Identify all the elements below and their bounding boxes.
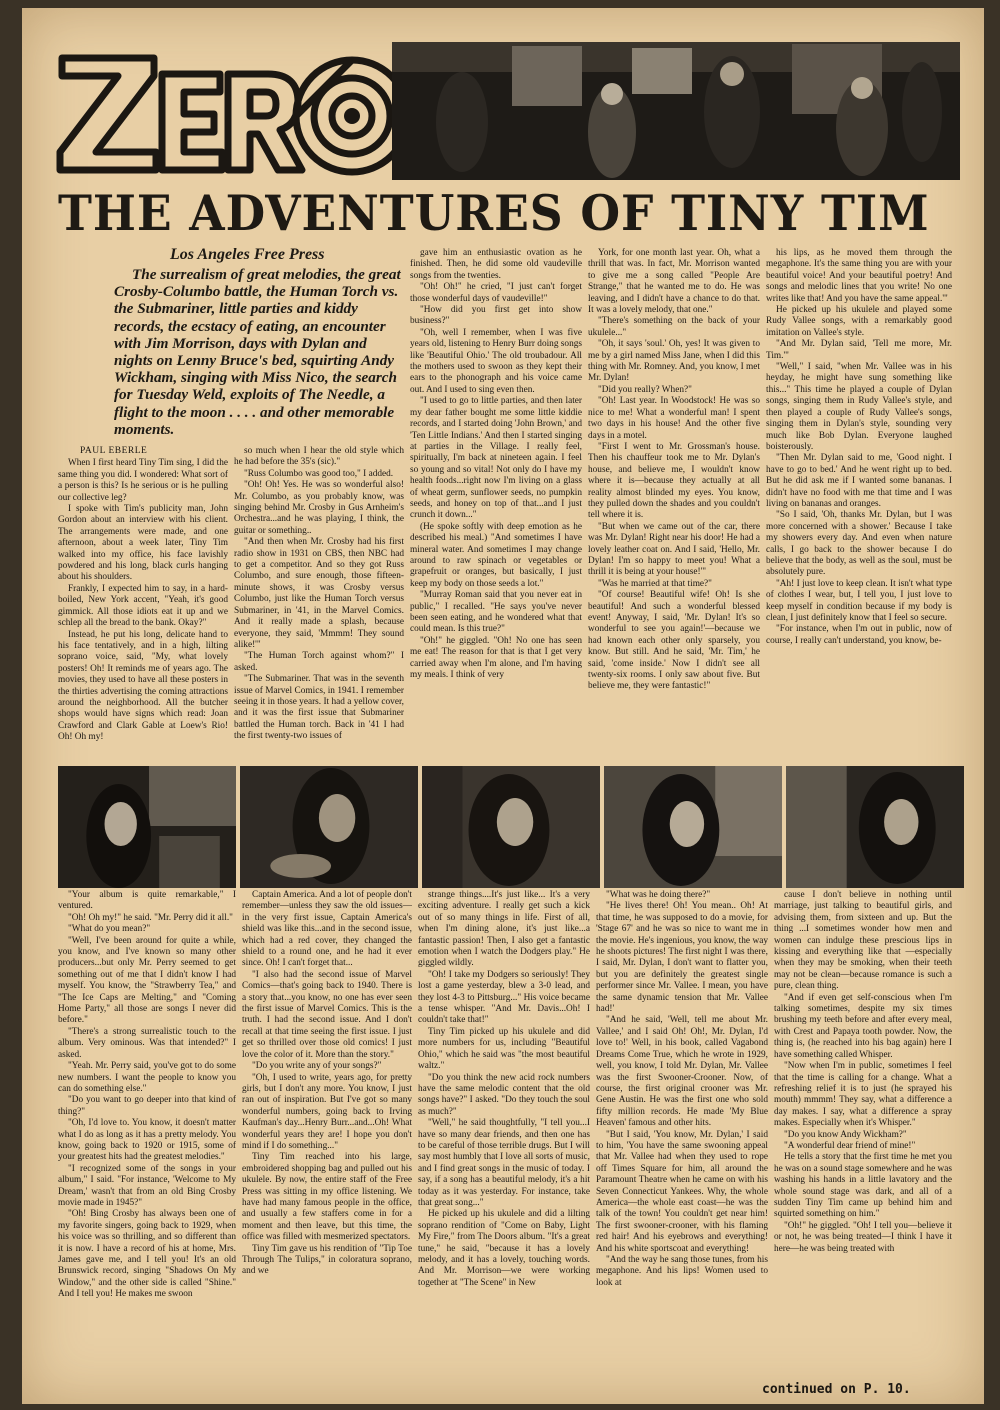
paragraph: "So I said, 'Oh, thanks Mr. Dylan, but I was more concerned with a shower.' Because I take my showers every day. And even when nature calls, I go back to the shower because I do believe that the body, as well as the soul, must be absolutely pure. [766,510,952,578]
paragraph: "Oh!" he giggled. "Oh! No one has seen me eat! The reason for that is that I get very carried away when I'm alone, and I'm having my meals. I think of very [410,635,582,681]
paragraph: "Well, I've been around for quite a while, you know, and I've known so many other producers...but only Mr. Perry seemed to get something out of me that I didn't know I had myself. You know, the "Strawberry Tea," and "The Ice Caps are Melting," and "Coming Home Party," all those are songs I never did before." [58,935,236,1026]
paragraph: "And the way he sang those tunes, from his megaphone. And his lips! Women used to look at [596,1255,768,1288]
paragraph: cause I don't believe in nothing until marriage, just talking to beautiful girls, and advising them, from sixteen and up. But the thing ...I sometimes wonder how men and women can indulge these prescious lips in kissing and everything like that —especially when they may be smoking, when their teeth may not be clean—because romance is such a pure, clean thing. [774,890,952,992]
paragraph: "Oh! Last year. In Woodstock! He was so nice to me! What a wonderful man! I spent two days in his house! And the other five days in a motel. [588,396,760,441]
lower-column-5 [774,890,952,1380]
paragraph: York, for one month last year. Oh, what a thrill that was. In fact, Mr. Morrison wanted to give me a song called "People Are Strange," that he wanted me to do. He was leaving, and I didn't have a chance to do that. It was a lovely melody, that one." [588,248,760,316]
paragraph: "The Submariner. That was in the seventh issue of Marvel Comics, in 1941. I remember seeing it in those years. It had a yellow cover, and it was the first issue that Submariner battled the Human torch. Back in '41 I had the first twenty-two issues of [234,674,404,742]
paragraph: When I first heard Tiny Tim sing, I did the same thing you did. I wondered: What sort of a person is this? Is he serious or is he pulling our collective leg? [58,458,228,503]
upper-column-4 [588,248,760,764]
upper-column-3 [410,248,582,764]
photo-1-graphic [58,766,236,888]
photo-frame-1 [58,766,236,888]
paragraph: "What was he doing there?" [606,890,711,900]
paragraph: "He lives there! Oh! You mean.. Oh! At that time, he was supposed to do a movie, for 'Stage 67' and he was so nice to want me in the movie. He's ingenious, you know, the way he shoots pictures! The first night I was there, I said, Mr. Dylan, I don't want to flatter you, but you are definitely the greatest single performer since Mr. Vallee. I mean, you have the same dynamic tension that Mr. Vallee had!' [596,901,768,1015]
paragraph: "Then Mr. Dylan said to me, 'Good night. I have to go to bed.' And he went right up to bed. But he did ask me if I wanted some bananas. I didn't have no food with me that time and I was living on bananas and oranges. [766,453,952,509]
paragraph: "Ah! I just love to keep clean. It isn't what type of clothes I wear, but, I tell you, I just love to keep myself in condition because if my body is clean, I just definitely know that I feel so secure. [766,578,952,623]
photo-frame-3 [422,766,600,888]
article-deck: The surrealism of great melodies, the great Crosby-Columbo battle, the Human Torch vs. the Submariner, little parties and kiddy records, the ecstacy of eating, an encounter with Jim Morrison, days with Dylan and nights on Lenny Bruce's bed, squirting Andy Wickham, singing with Miss Nico, the search for Tuesday Weld, exploits of The Needle, a flight to the moon . . . . and other memorable moments. [114,266,401,438]
paragraph: "Russ Columbo was good too," I added. [244,468,394,479]
photo-frame-5 [786,766,964,888]
paragraph: "Now when I'm in public, sometimes I feel that the time is calling for a change. What a refreshing relief it is to just (he sprayed his mouth) mmmm! They say, what a difference a day makes. I say, what a difference a spray makes. Especially when it's Whisper." [774,1061,952,1129]
lower-column-1 [58,890,236,1390]
paragraph: "Do you know Andy Wickham?" [784,1129,907,1140]
paragraph: "Oh! Oh my!" he said. "Mr. Perry did it all." [68,912,233,923]
lower-column-2 [242,890,412,1390]
paragraph: "The Human Torch against whom?" I asked. [234,651,404,673]
continued-note: continued on P. 10. [762,1382,911,1397]
photo-strip [58,766,964,888]
paragraph: "Did you really? When?" [598,384,692,395]
lower-column-3 [418,890,590,1390]
paragraph: "For instance, when I'm out in public, now of course, I really can't understand, you know, be- [766,624,952,646]
paragraph: "A wonderful dear friend of mine!" [784,1140,916,1151]
paragraph: He picked up his ukulele and played some Rudy Vallee songs, with a remarkably good imitation on Vallee's style. [766,305,952,338]
paragraph: "Of course! Beautiful wife! Oh! Is she beautiful! And such a wonderful blessed event! Anyway, I said, 'Mr. Dylan! It's so wonderful to see you again!'—because we had known each other only sparsely, you know. But still. And he said, 'Mr. Tim,' he said, 'come inside.' Now I didn't see all twenty-six rooms. I only saw about five. But believe me, they were fantastic!" [588,590,760,692]
paragraph: (He spoke softly with deep emotion as he described his meal.) "And sometimes I have mineral water. And sometimes I may change around to raw spinach or vegetables or grapefruit or oranges, but basically, I just keep my body on those seeds a lot." [410,521,582,589]
paragraph: "Well," he said thoughtfully, "I tell you...I have so many dear friends, and then one has to be careful of those terrible drugs. But I will say most humbly that I love all sorts of music, and I find great songs in the music of today. I say, if a song has a beautiful melody, it's a hit today as it was yesterday. For instance, take that great song..." [418,1118,590,1208]
paragraph: "Oh, it says 'soul.' Oh, yes! It was given to me by a girl named Miss Jane, when I did this thing with Mr. Romney. And, you know, I met Mr. Dylan! [588,339,760,384]
headline: THE ADVENTURES OF TINY TIM [58,184,930,242]
photo-3-graphic [422,766,600,888]
paragraph: Frankly, I expected him to say, in a hard-boiled, New York accent, "Yeah, it's good gimmick. All those idiots eat it up and we schlep all the bread to the bank. Okay?" [58,583,228,629]
paragraph: "And Mr. Dylan said, 'Tell me more, Mr. Tim.'" [766,339,952,361]
photo-4-graphic [604,766,782,888]
paragraph: "I also had the second issue of Marvel Comics—that's going back to 1940. There is a story that...you know, no one has ever seen the first issue of Marvel Comics. This is the truth. I had the second issue. And I don't recall at that time seeing the first issue. I just get so thrilled over those old comics! I just love the color of it. More than the story." [242,969,412,1060]
paragraph: Tiny Tim reached into his large, embroidered shopping bag and pulled out his ukulele. By now, the entire staff of the Free Press was sitting in my office listening. We have had many famous people in the office, and usually a few staffers come in for a moment and then leave, but this time, the office was filled with mesmerized spectators. [242,1152,412,1243]
zero-logo [52,40,412,180]
lower-column-4 [596,890,768,1390]
upper-column-2 [234,446,404,764]
paragraph: I spoke with Tim's publicity man, John Gordon about an interview with his client. The arrangements were made, and one afternoon, about a week later, Tiny Tim walked into my office, his face lavishly powdered and his long, black curls hanging about his shoulders. [58,504,228,583]
paragraph: "Oh, I used to write, years ago, for pretty girls, but I don't any more. You know, I just ran out of inspiration. But I've got so many wonderful numbers, going back to Irving Kaufman's day...Henry Burr...and...Oh! What wonderful years they are! I hope you don't mind if I do something..." [242,1072,412,1151]
source-credit: Los Angeles Free Press [170,246,325,263]
paragraph: He picked up his ukulele and did a lilting soprano rendition of "Come on Baby, Light My Fire," from The Doors album. "It's a great tune," he said, "because it has a lovely melody, and it has a lovely, touching words. And Mr. Morrison—we were working together at "The Scene" in New [418,1209,590,1288]
paragraph: gave him an enthusiastic ovation as he finished. Then, he did some old vaudeville songs from the twenties. [410,248,582,281]
paragraph: Tiny Tim gave us his rendition of "Tip Toe Through The Tulips," in coloratura soprano, and we [242,1243,412,1277]
paragraph: "And he said, 'Well, tell me about Mr. Vallee,' and I said Oh! Oh!, Mr. Dylan, I'd love to!' Well, in his book, called Vagabond Dreams Come True, which he wrote in 1929, well, you know, I told Mr. Dylan, Mr. Vallee was the first Swooner-Crooner. Now, of course, the first original crooner was Mr. Gene Austin. He was the first one who sold fifty million records. He made 'My Blue Heaven' famous and other hits. [596,1015,768,1129]
paragraph: his lips, as he moved them through the megaphone. It's the same thing you are with your beautiful voice! And your beautiful poetry! And songs and melodic lines that you write! No one writes like that! And you have the same appeal.'" [766,248,952,304]
photo-2-graphic [240,766,418,888]
paragraph: "Oh! Oh! Yes. He was so wonderful also! Mr. Columbo, as you probably know, was singing behind Mr. Crosby in Gus Arnheim's Orchestra...and he was playing, I think, the guitar or something.. [234,480,404,536]
paragraph: "There's something on the back of your ukulele..." [588,316,760,338]
newspaper-page [22,8,984,1404]
paragraph: "Oh! Bing Crosby has always been one of my favorite singers, going back to 1929, when his voice was so thrilling, and so different than it is now. I have a record of his at home, Mrs. James gave me, and I tell you! It's an old Brunswick record, singing "Shadows On My Window," and the other side is called "Shine." And I tell you! He makes me swoon [58,1209,236,1300]
paragraph: "How did you first get into show business?" [410,305,582,327]
paragraph: "Murray Roman said that you never eat in public," I recalled. "He says you've never been seen eating, and he wondered what that could mean. Is this true?" [410,590,582,635]
paragraph: "Yeah. Mr. Perry said, you've got to do some new numbers. I want the people to know you can do something else." [58,1061,236,1094]
zero-logo-graphic [52,40,412,180]
paragraph: Instead, he put his long, delicate hand to his face tentatively, and in a high, lilting soprano voice, said, "My, what lovely posters! Oh! It reminds me of years ago. The movies, they used to have all these posters in the thirties advertising the coming attractions around the neighborhood. All the butcher shops would have signs which read: Joan Crawford and Clark Gable at Loew's Rio! Oh! Oh my! [58,629,228,743]
header-photo [392,42,960,180]
paragraph: Captain America. And a lot of people don't remember—unless they saw the old issues—in the very first issue, Captain America's shield was like this...and in the second issue, which had a red cover, they changed the shield to a round one, and he had it ever since. Oh! I can't forget that... [242,890,412,969]
photo-5-graphic [786,766,964,888]
paragraph: "Do you think the new acid rock numbers have the same melodic content that the old songs have?" I asked. "Do they touch the soul as much?" [418,1072,590,1117]
paragraph: Tiny Tim picked up his ukulele and did more numbers for us, including "Beautiful Ohio," which he said was "the most beautiful waltz." [418,1026,590,1072]
photo-frame-2 [240,766,418,888]
paragraph: "Oh!" he giggled. "Oh! I tell you—believe it or not, he was being treated—I think I have it here—he was being treated with [774,1220,952,1254]
paragraph: "Oh, I'd love to. You know, it doesn't matter what I do as long as it has a pretty melody. You know, going back to 1920 or 1915, some of your greatest hits had the greatest melodies." [58,1118,236,1163]
paragraph: "First I went to Mr. Grossman's house. Then his chauffeur took me to Mr. Dylan's house, and believe me, I wouldn't know where it is—because they actually at all reality almost blinded my eyes. You know, they pulled down the shades and you couldn't tell where it is. [588,441,760,521]
paragraph: He tells a story that the first time he met you he was on a sound stage somewhere and he was washing his hands in a little lavatory and the whole sound stage was dark, and all of a sudden Tiny Tim came up behind him and squirted something on him." [774,1152,952,1220]
paragraph: "Oh! Oh!" he cried, "I just can't forget those wonderful days of vaudeville!" [410,282,582,304]
header-photo-graphic [392,42,960,180]
paragraph: "And if even get self-conscious when I'm talking sometimes, despite my six times brushing my teeth before and after every meal, with Crest and Papaya tooth powder. Now, the thing is, (he reached into his bag again) here I have something called Whisper. [774,992,952,1060]
paragraph: so much when I hear the old style which he had before the 35's (sic)." [234,446,404,468]
paragraph: "Was he married at that time?" [598,578,712,589]
paragraph: "What do you mean?" [68,924,151,935]
upper-column-5 [766,248,952,764]
paragraph: "But I said, 'You know, Mr. Dylan,' I said to him, 'You have the same swooning appeal that Mr. Vallee had when they used to rope off Times Square for him, all around the Paramount Theatre when he came on with his Seven Connecticut Yankees. Why, the whole America—the whole east coast—he was the talk of the town! You couldn't get near him! The first swooner-crooner, with his flaming red hair! And his eyebrows and everything! And his white sportscoat and everything! [596,1129,768,1254]
paragraph: "Well," I said, "when Mr. Vallee was in his heyday, he might have sung something like this..." This time he played a couple of Dylan songs, singing them in Rudy Vallee's style, and then played a couple of Rudy Vallee's songs, singing them in Dylan's style, sounding very much like Bob Dylan. Everyone laughed boisterously. [766,362,952,452]
paragraph: "And then when Mr. Crosby had his first radio show in 1931 on CBS, then NBC had to get a competitor. And so they got Russ Columbo, and sure enough, those fifteen-minute shows, it was Crosby versus Columbo, just like the Human Torch versus Submariner, in '41, in the Marvel Comics. And it really made a splash, because everyone, they said, 'Mmmm! They sound alike!'" [234,537,404,650]
byline: PAUL EBERLE [80,446,148,456]
paragraph: "Oh! I take my Dodgers so seriously! They lost a game yesterday, blew a 3-0 lead, and they lost 4-3 to Pittsburg..." His voice became a tense whisper. "And Mr. Davis...Oh! I couldn't take that!" [418,969,590,1026]
paragraph: "I used to go to little parties, and then later my dear father bought me some little kiddie records, and I started doing 'John Brown,' and 'Ten Little Indians.' And then I started singing at parties in the Village. I really feel, spiritually, I'm back at nineteen again. I feel so young and so vital! Not only do I have my health foods...right now I'm living on a glass of wheat germ, sunflower seeds, no pumpkin seeds, and honey on top of that...and I just crunch it down..." [410,396,582,521]
paragraph: "But when we came out of the car, there was Mr. Dylan! Right near his door! He had a lovely leather coat on. And I said, 'Hello, Mr. Dylan! I'm so happy to meet you! What a thrill it is being at your house!'" [588,521,760,578]
paragraph: "Do you write any of your songs?" [252,1061,382,1072]
paragraph: "I recognized some of the songs in your album," I said. "For instance, 'Welcome to My Dream,' wasn't that from an old Bing Crosby movie made in 1945?" [58,1163,236,1208]
photo-frame-4 [604,766,782,888]
paragraph: "There's a strong surrealistic touch to the album. Very ominous. Was that intended?" I asked. [58,1026,236,1060]
paragraph: strange things....It's just like... It's a very exciting adventure. I really get such a kick out of so many things in life. First of all, when I'm dining alone, it's just like...a fantastic passion! Then, I also get a fantastic emotion when I watch the Dodgers play." He giggled wildly. [418,890,590,969]
paragraph: "Your album is quite remarkable," I ventured. [58,890,236,912]
upper-column-1 [58,446,228,764]
paragraph: "Do you want to go deeper into that kind of thing?" [58,1095,236,1117]
paragraph: "Oh, well I remember, when I was five years old, listening to Henry Burr doing songs like 'Beautiful Ohio.' The old troubadour. All the mothers used to swoon as they kept their ears to the phonograph and his voice came out. And I used to sing even then. [410,327,582,395]
